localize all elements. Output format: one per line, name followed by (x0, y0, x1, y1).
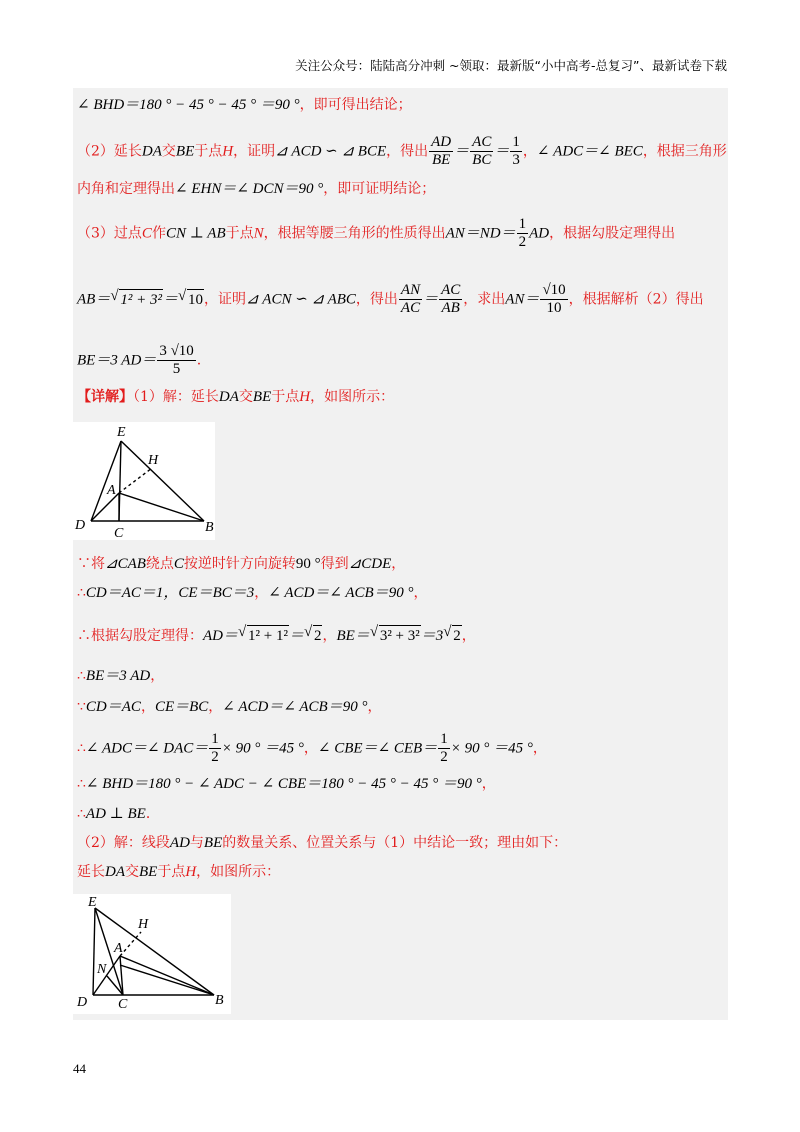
sqrt: √ 10 (177, 287, 203, 308)
label-H: H (138, 917, 149, 932)
figure-2 (73, 894, 231, 1014)
label-E: E (88, 895, 97, 910)
sqrt: √ 1² + 3² (110, 287, 162, 308)
line-14: ∴∠ BHD＝180 ° − ∠ ADC − ∠ CBE＝180 ° − 45 ° − 45 ° ＝90 °， (77, 776, 496, 792)
line-13: ∴∠ ADC＝∠ DAC＝ $\frac{1}{2}$ × 90 ° ＝45 °，∠ CBE＝∠ CEB＝ $\frac{1}{2}$ × 90 ° ＝45 °， (77, 731, 547, 765)
triangle-diagram-1 (73, 422, 215, 540)
line-10: ∴根据勾股定理得：AD＝ √ 1² + 1²＝ √ 2，BE＝ √ 3² + 3²＝3 √ 2， (77, 624, 476, 644)
math-expr: ∠ BHD＝180 ° − 45 ° − 45 ° ＝90 ° (77, 97, 300, 113)
label-A: A (114, 941, 123, 956)
fraction: $\frac{AC}{AB}$ (441, 282, 461, 316)
line-ED (93, 908, 95, 995)
label-N: N (97, 962, 107, 977)
fraction: $\frac{AC}{BC}$ (472, 134, 492, 168)
line-9: ∴CD＝AC＝1，CE＝BC＝3，∠ ACD＝∠ ACB＝90 °， (77, 585, 428, 601)
line-11: ∴BE＝3 AD， (77, 668, 165, 684)
figure-1 (73, 422, 215, 540)
label-E: E (117, 425, 126, 440)
fraction: $\frac{3 √10}{5}$ (159, 343, 194, 377)
line-2: （2）延长DA交BE于点H，证明⊿ ACD ∽ ⊿ BCE，得出 $\frac{AD}{BE}$ ＝ $\frac{AC}{BC}$ ＝ $\frac{1}{3}$ ，∠ ADC＝∠ BEC，根据三角形 (77, 134, 727, 168)
line-ED (91, 441, 121, 521)
label-A: A (107, 483, 116, 498)
line-AH (119, 468, 152, 493)
fraction: $\frac{AD}{BE}$ (431, 134, 452, 168)
line-7: 【详解】（1）解：延长DA交BE于点H，如图所示： (77, 389, 395, 405)
line-12: ∵CD＝AC，CE＝BC，∠ ACD＝∠ ACB＝90 °， (77, 699, 382, 715)
triangle-diagram-2 (73, 894, 231, 1014)
line-NB (120, 965, 214, 995)
label-H: H (148, 453, 159, 468)
label-B: B (205, 520, 214, 535)
line-16: （2）解：线段AD与BE的数量关系、位置关系与（1）中结论一致；理由如下： (77, 835, 568, 851)
line-17: 延长DA交BE于点H，如图所示： (77, 864, 281, 880)
line-AB (120, 956, 214, 995)
sqrt: √ 1² + 1² (238, 624, 288, 644)
page-number: 44 (73, 1061, 86, 1076)
label-B: B (215, 993, 224, 1008)
fraction: $\frac{1}{2}$ (518, 216, 527, 250)
label-C: C (118, 997, 128, 1012)
sqrt: √ 2 (303, 624, 322, 644)
fraction: $\frac{1}{3}$ (512, 134, 520, 168)
fraction: $\frac{1}{2}$ (211, 731, 219, 765)
line-5: AB＝ √ 1² + 3²＝ √ 10，证明⊿ ACN ∽ ⊿ ABC，得出 $\frac{AN}{AC}$ ＝ $\frac{AC}{AB}$ ，求出AN＝ $\frac{√10}{10}$ ，根据解析（2）得出 (77, 282, 704, 316)
line-AH (120, 932, 141, 956)
solution-content (73, 88, 728, 1020)
fraction: $\frac{√10}{10}$ (542, 282, 566, 316)
line-8: ∵将⊿CAB绕点C按逆时针方向旋转90 °得到⊿CDE， (77, 556, 406, 572)
fraction: $\frac{AN}{AC}$ (400, 282, 421, 316)
sqrt: √ 3² + 3² (369, 624, 420, 644)
page-header: 关注公众号：陆陆高分冲刺 ~领取：最新版“小中高考-总复习”、最新试卷下载 (295, 58, 727, 73)
label-D: D (75, 518, 86, 533)
sqrt: √ 2 (443, 624, 461, 644)
line-AB (119, 493, 204, 521)
line-6: BE＝3 AD＝ $\frac{3 √10}{5}$ . (77, 343, 202, 377)
label-C: C (114, 526, 124, 540)
red-text: ，即可得出结论； (299, 97, 412, 113)
label-D: D (77, 995, 88, 1010)
fraction: $\frac{1}{2}$ (440, 731, 448, 765)
line-3: 内角和定理得出∠ EHN＝∠ DCN＝90 °，即可证明结论； (77, 181, 436, 197)
line-4: （3）过点C作CN ⊥ AB于点N，根据等腰三角形的性质得出AN＝ND＝ $\frac{1}{2}$ AD，根据勾股定理得出 (77, 216, 676, 250)
line-15: ∴AD ⊥ BE． (77, 806, 160, 822)
line-EB (121, 441, 204, 521)
line-1 (77, 95, 412, 115)
